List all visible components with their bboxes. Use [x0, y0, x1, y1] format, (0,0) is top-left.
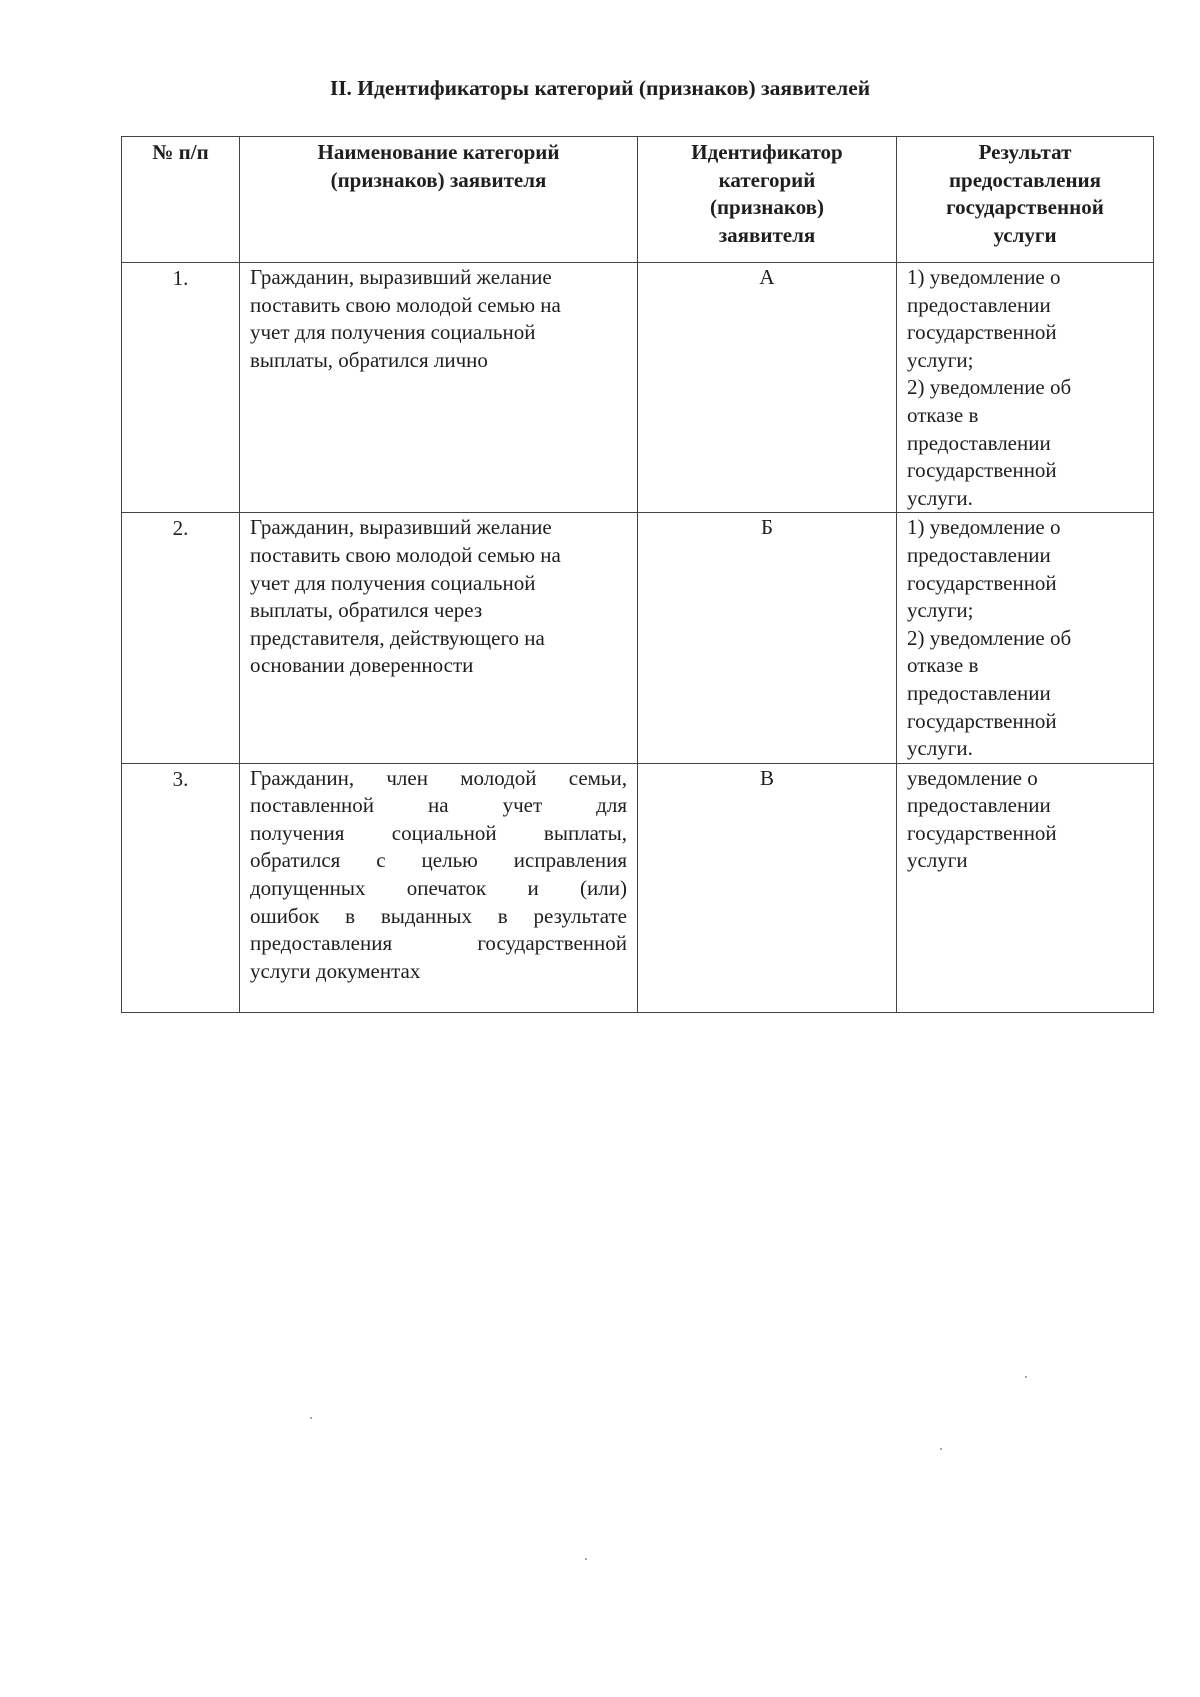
text-line: государственной: [907, 570, 1057, 595]
table-header-row: [122, 137, 1154, 263]
text-line: предоставлении: [907, 542, 1051, 567]
text-line: учет для получения социальной: [250, 570, 536, 595]
text-line: услуги;: [907, 598, 974, 623]
service-result: [897, 263, 1154, 513]
text-line: 1) уведомление о: [907, 515, 1061, 540]
text-line: заявителя: [718, 222, 816, 247]
category-identifier: А: [638, 263, 897, 513]
header-identifier: [638, 137, 897, 263]
text-line: услуги.: [907, 485, 973, 510]
text-line: Идентификатор: [691, 140, 843, 164]
text-line: государственной: [907, 458, 1057, 483]
text-line: представителя, действующего на: [250, 625, 545, 650]
table-row: [122, 263, 1154, 513]
service-result: [897, 513, 1154, 763]
header-name: [240, 137, 638, 263]
text-line: предоставлении: [907, 292, 1051, 317]
text-line: услуги документах: [250, 958, 421, 983]
text-line: предоставлении: [907, 680, 1051, 705]
text-line: ошибок в выданных в результате: [250, 903, 627, 928]
text-line: государственной: [907, 708, 1057, 733]
category-identifier: Б: [638, 513, 897, 763]
header-result: [897, 137, 1154, 263]
text-line: предоставления государственной: [250, 931, 627, 956]
text-line: отказе в: [907, 653, 979, 678]
text-line: Гражданин, член молодой семьи,: [250, 765, 627, 790]
row-number: 3.: [122, 763, 240, 1012]
text-line: государственной: [907, 320, 1057, 345]
text-line: государственной: [946, 195, 1104, 220]
row-number: 2.: [122, 513, 240, 763]
text-line: обратился с целью исправления: [250, 848, 627, 873]
text-line: основании доверенности: [250, 653, 474, 678]
text-line: услуги;: [907, 347, 974, 372]
text-line: поставить свою молодой семью на: [250, 292, 561, 317]
text-line: Гражданин, выразивший желание: [250, 265, 552, 289]
text-line: выплаты, обратился лично: [250, 347, 488, 372]
text-line: поставленной на учет для: [250, 793, 627, 818]
text-line: предоставлении: [907, 430, 1051, 455]
text-line: услуги: [993, 222, 1057, 247]
text-line: Результат: [978, 140, 1072, 164]
scan-speck: [1025, 1376, 1027, 1378]
text-line: 2) уведомление об: [907, 375, 1072, 400]
text-line: уведомление о: [907, 765, 1038, 790]
applicant-categories-table: [121, 136, 1154, 1013]
scan-speck: [940, 1448, 942, 1450]
table-row: [122, 513, 1154, 763]
text-line: выплаты, обратился через: [250, 598, 483, 623]
text-line: 1) уведомление о: [907, 265, 1061, 289]
text-line: государственной: [907, 820, 1057, 845]
text-line: категорий: [718, 167, 816, 192]
scan-speck: [310, 1417, 312, 1419]
text-line: допущенных опечаток и (или): [250, 876, 627, 901]
category-name: [240, 513, 638, 763]
text-line: учет для получения социальной: [250, 320, 536, 345]
page-title: II. Идентификаторы категорий (признаков) заявителей: [329, 76, 871, 100]
text-line: поставить свою молодой семью на: [250, 542, 561, 567]
text-line: получения социальной выплаты,: [250, 820, 627, 845]
scan-speck: [585, 1558, 587, 1560]
row-number: 1.: [122, 263, 240, 513]
text-line: Гражданин, выразивший желание: [250, 515, 552, 540]
text-line: услуги.: [907, 736, 973, 761]
text-line: (признаков) заявителя: [330, 167, 547, 192]
table-row: [122, 763, 1154, 1012]
text-line: услуги: [907, 848, 968, 873]
header-num: № п/п: [122, 137, 240, 263]
text-line: предоставлении: [907, 793, 1051, 818]
category-identifier: В: [638, 763, 897, 1012]
text-line: Наименование категорий: [317, 140, 560, 164]
text-line: отказе в: [907, 402, 979, 427]
category-name: [240, 763, 638, 1012]
text-line: предоставления: [948, 167, 1102, 192]
service-result: [897, 763, 1154, 1012]
category-name: [240, 263, 638, 513]
text-line: 2) уведомление об: [907, 625, 1072, 650]
text-line: (признаков): [709, 195, 825, 220]
